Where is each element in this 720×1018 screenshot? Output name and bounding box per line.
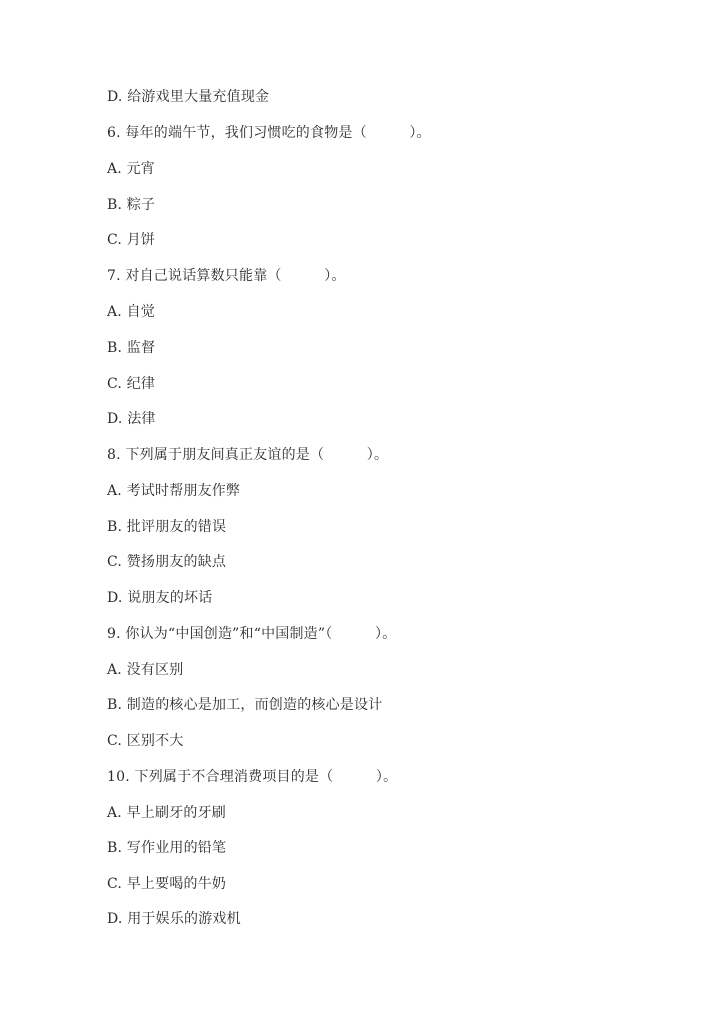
q10-option-d: D. 用于娱乐的游戏机	[107, 911, 241, 927]
q8-option-a: A. 考试时帮朋友作弊	[107, 483, 241, 499]
q10-option-b: B. 写作业用的铅笔	[107, 840, 227, 856]
q6-option-a: A. 元宵	[107, 161, 156, 177]
q9-option-c: C. 区别不大	[107, 733, 184, 749]
q8-option-d: D. 说朋友的坏话	[107, 590, 213, 606]
q5-option-d: D. 给游戏里大量充值现金	[107, 89, 270, 105]
q10-option-c: C. 早上要喝的牛奶	[107, 876, 227, 892]
q7-question: 7. 对自己说话算数只能靠（ ）。	[107, 268, 346, 284]
q7-option-c: C. 纪律	[107, 376, 156, 392]
q9-option-b: B. 制造的核心是加工，而创造的核心是设计	[107, 697, 383, 713]
q6-option-c: C. 月饼	[107, 232, 156, 248]
q7-option-b: B. 监督	[107, 340, 156, 356]
q6-option-b: B. 粽子	[107, 197, 156, 213]
q7-option-d: D. 法律	[107, 411, 156, 427]
q8-option-b: B. 批评朋友的错误	[107, 519, 227, 535]
q8-option-c: C. 赞扬朋友的缺点	[107, 554, 227, 570]
q9-question: 9. 你认为“中国创造”和“中国制造”（ ）。	[107, 626, 397, 642]
q10-question: 10. 下列属于不合理消费项目的是（ ）。	[107, 769, 398, 785]
q10-option-a: A. 早上刷牙的牙刷	[107, 805, 227, 821]
q9-option-a: A. 没有区别	[107, 662, 184, 678]
q7-option-a: A. 自觉	[107, 304, 156, 320]
q8-question: 8. 下列属于朋友间真正友谊的是（ ）。	[107, 447, 389, 463]
q6-question: 6. 每年的端午节，我们习惯吃的食物是（ ）。	[107, 125, 431, 141]
